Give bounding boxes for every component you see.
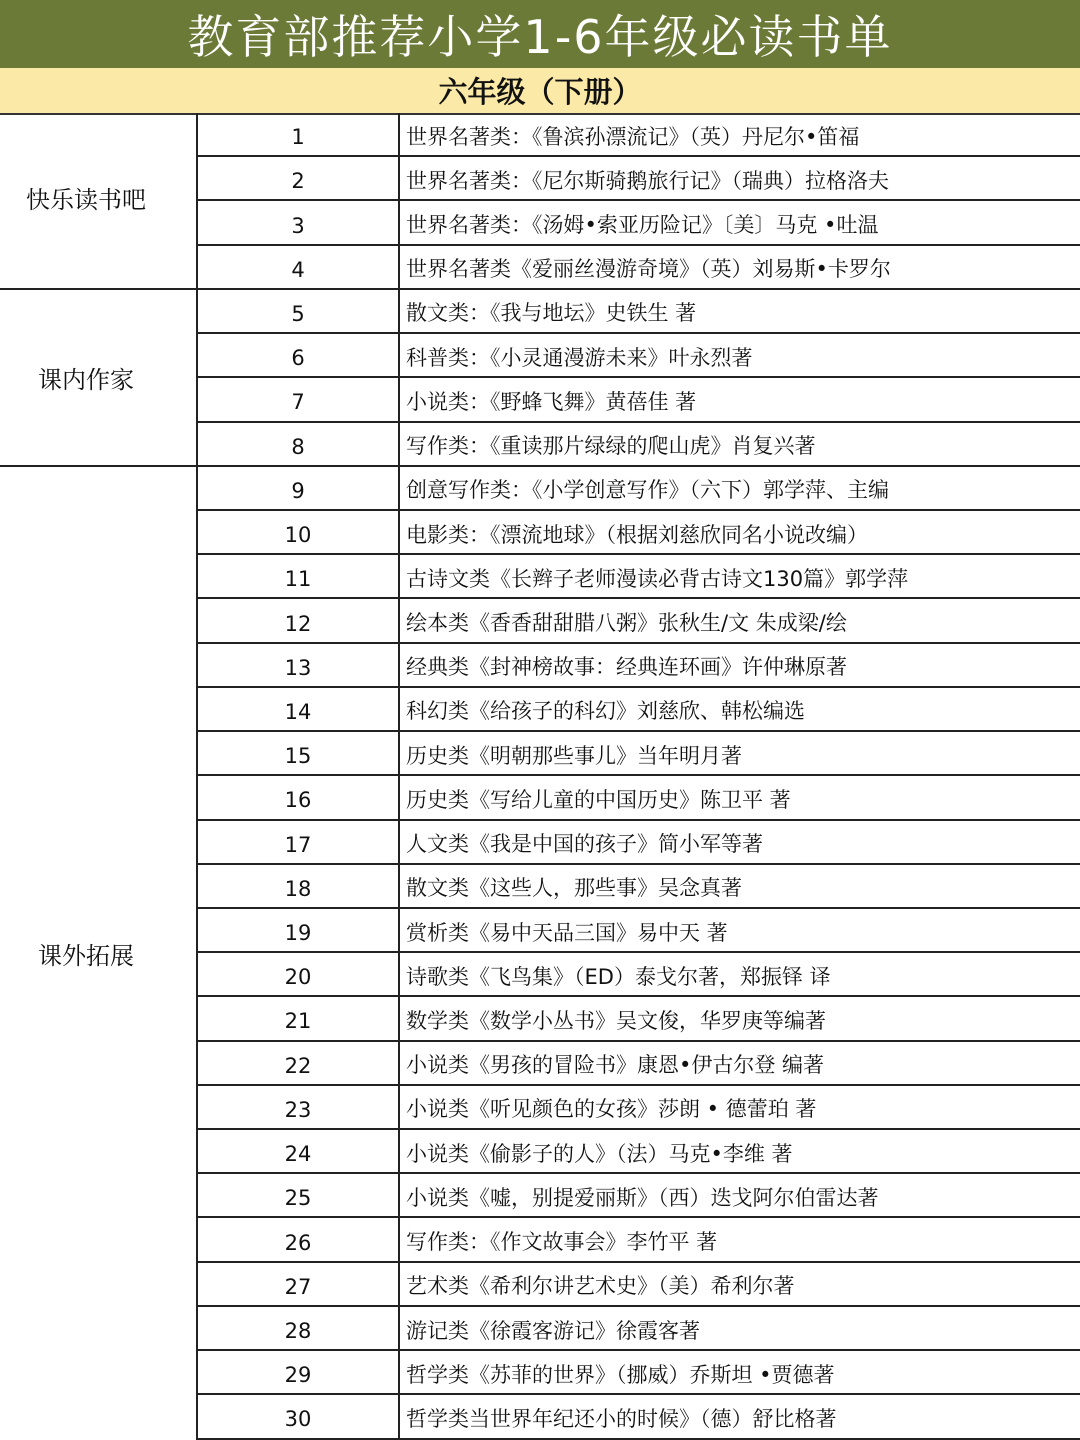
book-entry: 小说类《男孩的冒险书》康恩•伊古尔登 编著 [400, 1042, 1080, 1086]
book-entry: 绘本类《香香甜甜腊八粥》张秋生/文 朱成梁/绘 [400, 599, 1080, 643]
row-number: 27 [198, 1263, 400, 1307]
row-number: 24 [198, 1130, 400, 1174]
book-entry: 世界名著类：《尼尔斯骑鹅旅行记》（瑞典）拉格洛夫 [400, 157, 1080, 201]
row-number: 7 [198, 378, 400, 422]
book-entry: 科普类：《小灵通漫游未来》叶永烈著 [400, 334, 1080, 378]
row-number: 21 [198, 997, 400, 1041]
row-number: 28 [198, 1307, 400, 1351]
row-number: 19 [198, 909, 400, 953]
row-number: 22 [198, 1042, 400, 1086]
row-number: 8 [198, 423, 400, 467]
row-number: 2 [198, 157, 400, 201]
row-number: 10 [198, 511, 400, 555]
row-number: 11 [198, 555, 400, 599]
book-entry: 散文类：《我与地坛》史铁生 著 [400, 290, 1080, 334]
book-entry: 人文类《我是中国的孩子》简小军等著 [400, 821, 1080, 865]
row-number: 5 [198, 290, 400, 334]
book-entry: 哲学类当世界年纪还小的时候》（德）舒比格著 [400, 1395, 1080, 1439]
row-number: 3 [198, 201, 400, 245]
row-number: 20 [198, 953, 400, 997]
book-entry: 小说类《偷影子的人》（法）马克•李维 著 [400, 1130, 1080, 1174]
row-number: 17 [198, 821, 400, 865]
book-entry: 写作类：《作文故事会》李竹平 著 [400, 1218, 1080, 1262]
book-entry: 赏析类《易中天品三国》易中天 著 [400, 909, 1080, 953]
row-number: 23 [198, 1086, 400, 1130]
page-title: 教育部推荐小学1-6年级必读书单 [0, 0, 1080, 68]
book-entry: 世界名著类：《汤姆•索亚历险记》〔美〕马克 •吐温 [400, 201, 1080, 245]
book-entry: 诗歌类《飞鸟集》（ED）泰戈尔著，郑振铎 译 [400, 953, 1080, 997]
book-entry: 世界名著类《爱丽丝漫游奇境》（英）刘易斯•卡罗尔 [400, 246, 1080, 290]
book-entry: 世界名著类：《鲁滨孙漂流记》（英）丹尼尔•笛福 [400, 113, 1080, 157]
book-entry: 小说类《嘘，别提爱丽斯》（西）迭戈阿尔伯雷达著 [400, 1174, 1080, 1218]
row-number: 6 [198, 334, 400, 378]
book-entry: 哲学类《苏菲的世界》（挪威）乔斯坦 •贾德著 [400, 1351, 1080, 1395]
category-in-class-authors: 课内作家 [0, 290, 198, 467]
row-number: 15 [198, 732, 400, 776]
row-number: 16 [198, 776, 400, 820]
row-number: 26 [198, 1218, 400, 1262]
book-list-table [0, 113, 1080, 1440]
book-entry: 古诗文类《长辫子老师漫读必背古诗文130篇》郭学萍 [400, 555, 1080, 599]
book-entry: 小说类《听见颜色的女孩》莎朗 • 德蕾珀 著 [400, 1086, 1080, 1130]
row-number: 12 [198, 599, 400, 643]
row-number: 30 [198, 1395, 400, 1439]
row-number: 14 [198, 688, 400, 732]
category-happy-reading: 快乐读书吧 [0, 113, 198, 290]
row-number: 4 [198, 246, 400, 290]
book-entry: 小说类：《野蜂飞舞》黄蓓佳 著 [400, 378, 1080, 422]
book-entry: 游记类《徐霞客游记》徐霞客著 [400, 1307, 1080, 1351]
book-entry: 历史类《明朝那些事儿》当年明月著 [400, 732, 1080, 776]
row-number: 1 [198, 113, 400, 157]
category-extracurricular: 课外拓展 [0, 467, 198, 1440]
row-number: 18 [198, 865, 400, 909]
row-number: 25 [198, 1174, 400, 1218]
book-entry: 数学类《数学小丛书》吴文俊，华罗庚等编著 [400, 997, 1080, 1041]
book-entry: 艺术类《希利尔讲艺术史》（美）希利尔著 [400, 1263, 1080, 1307]
book-entry: 电影类：《漂流地球》（根据刘慈欣同名小说改编） [400, 511, 1080, 555]
book-entry: 历史类《写给儿童的中国历史》陈卫平 著 [400, 776, 1080, 820]
book-entry: 经典类《封神榜故事：经典连环画》许仲琳原著 [400, 644, 1080, 688]
book-entry: 科幻类《给孩子的科幻》刘慈欣、韩松编选 [400, 688, 1080, 732]
grade-subtitle: 六年级（下册） [0, 68, 1080, 115]
row-number: 29 [198, 1351, 400, 1395]
row-number: 13 [198, 644, 400, 688]
book-entry: 散文类《这些人，那些事》吴念真著 [400, 865, 1080, 909]
row-number: 9 [198, 467, 400, 511]
book-entry: 创意写作类：《小学创意写作》（六下）郭学萍、主编 [400, 467, 1080, 511]
book-entry: 写作类：《重读那片绿绿的爬山虎》肖复兴著 [400, 423, 1080, 467]
